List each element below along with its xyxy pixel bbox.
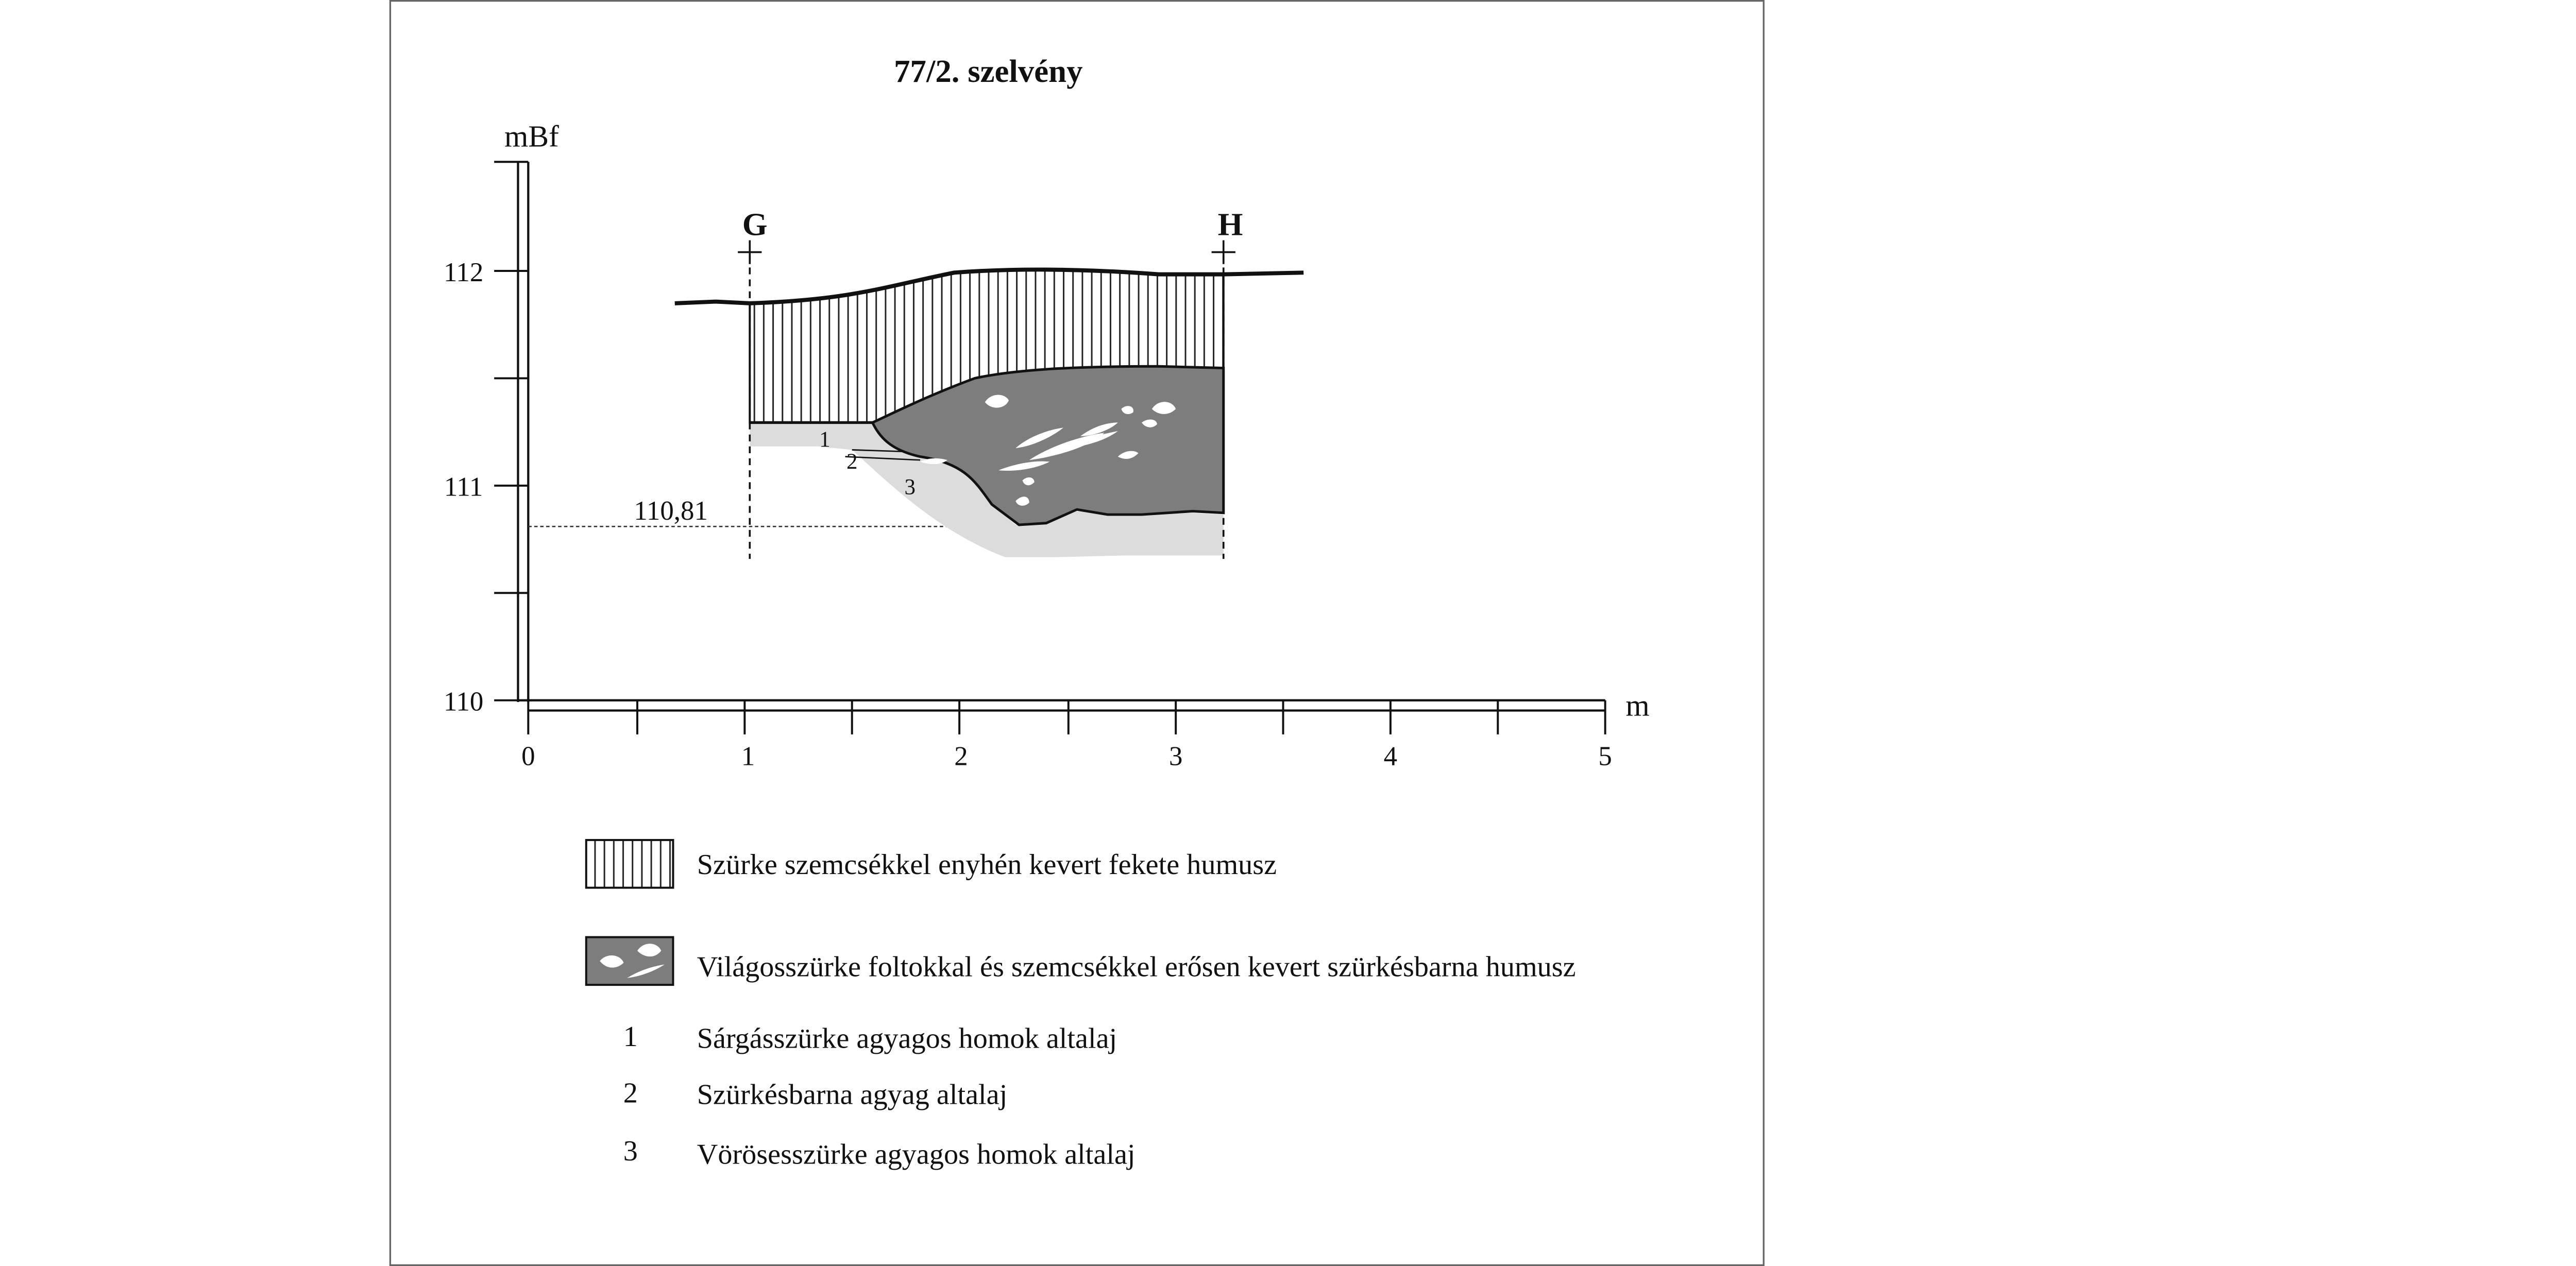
legend-key-2: 2 <box>623 1077 638 1109</box>
legend-swatch-black-humus <box>586 840 673 888</box>
y-tick-label-112: 112 <box>443 257 484 287</box>
layer-number-2: 2 <box>846 449 858 474</box>
level-label: 110,81 <box>634 495 708 526</box>
legend-label-5: Vörösesszürke agyagos homok altalaj <box>697 1138 1136 1171</box>
y-tick-label-110: 110 <box>443 687 484 717</box>
figure-border <box>390 1 1764 1265</box>
legend-key-3: 3 <box>623 1135 638 1167</box>
marker-h-label: H <box>1217 206 1243 243</box>
legend-key-1: 1 <box>623 1021 638 1053</box>
legend-label-2: Világosszürke foltokkal és szemcsékkel erősen kevert szürkésbarna humusz <box>697 951 1576 983</box>
legend-label-3: Sárgásszürke agyagos homok altalaj <box>697 1022 1117 1055</box>
layer-number-3: 3 <box>904 475 916 500</box>
x-tick-label-0: 0 <box>521 741 535 772</box>
y-tick-label-111: 111 <box>444 472 483 502</box>
legend-label-1: Szürke szemcsékkel enyhén kevert fekete humusz <box>697 849 1277 881</box>
x-axis-unit: m <box>1625 688 1650 723</box>
x-tick-label-2: 2 <box>954 741 968 772</box>
legend-swatch-grey-humus <box>586 937 673 985</box>
legend-label-4: Szürkésbarna agyag altalaj <box>697 1079 1008 1111</box>
layer-number-1: 1 <box>819 427 831 452</box>
x-tick-label-1: 1 <box>741 741 755 772</box>
y-axis-unit: mBf <box>504 119 559 153</box>
figure-title: 77/2. szelvény <box>894 53 1083 89</box>
x-tick-label-4: 4 <box>1383 741 1398 772</box>
marker-g-label: G <box>742 206 768 243</box>
x-tick-label-3: 3 <box>1168 741 1183 772</box>
x-tick-label-5: 5 <box>1598 741 1612 772</box>
